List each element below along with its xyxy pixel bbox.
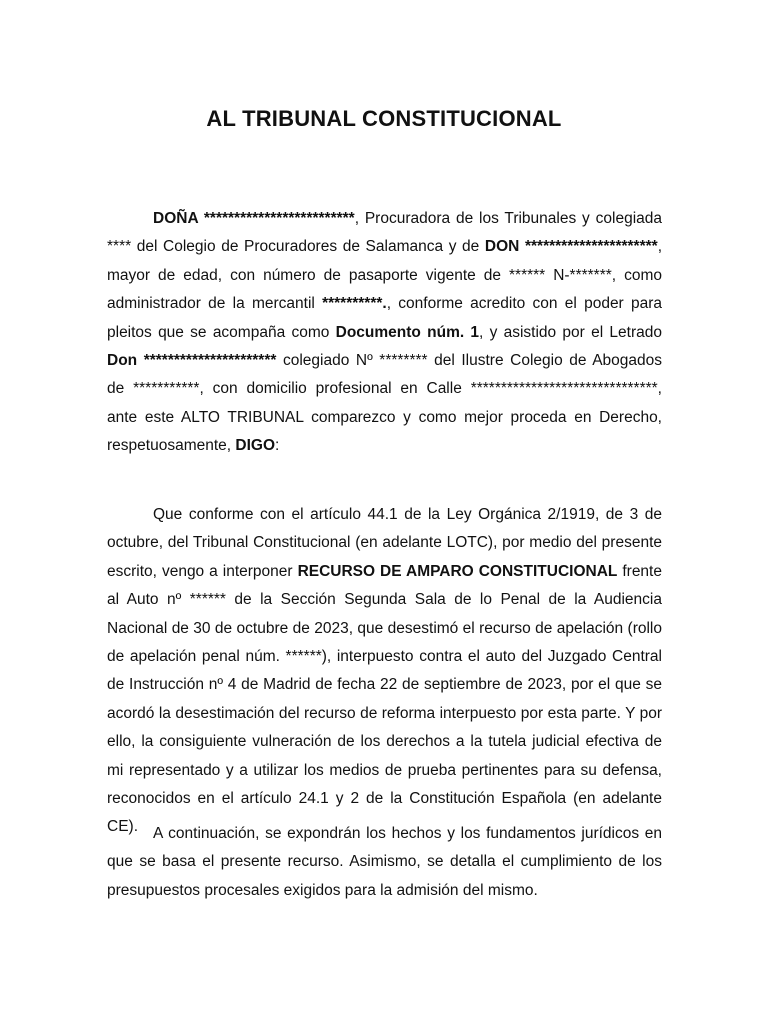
- text-segment: frente al Auto nº ****** de la Sección Segunda Sala de lo Penal de la Audiencia Nacional de 30 de octubre de 2023, que desestimó el recurso de apelación (rollo de apelación penal núm. ******), interpuesto contra el auto del Juzgado Central de Instrucción nº 4 de Madrid de fecha 22 de septiembre de 2023, por el que se acordó la desestimación del recurso de reforma interpuesto por esta parte. Y por ello, la consiguiente vulneración de los derechos a la tutela judicial efectiva de mi representado y a utilizar los medios de prueba pertinentes para su defensa, reconocidos en el artículo 24.1 y 2 de la Constitución Española (en adelante CE).: [107, 562, 662, 836]
- text-segment: , conforme acredito con el poder para pleitos que se acompaña como: [107, 295, 662, 341]
- text-segment: colegiado Nº ******** del Ilustre Colegio de Abogados de ***********, con domicilio profesional en Calle *******************************, ante este ALTO TRIBUNAL comparezco y como mejor proceda en Derecho, respetuosamente,: [107, 352, 663, 455]
- document-reference: Documento núm. 1: [335, 323, 480, 341]
- text-segment: , Procuradora de los Tribunales y colegiada **** del Colegio de Procuradores de Salamanca y de: [107, 210, 662, 256]
- text-segment: :: [275, 437, 280, 455]
- recurso-amparo-heading: RECURSO DE AMPARO CONSTITUCIONAL: [297, 562, 618, 580]
- text-segment: Que conforme con el artículo 44.1 de la Ley Orgánica 2/1919, de 3 de octubre, del Tribunal Constitucional (en adelante LOTC), por medio del presente escrito, vengo a interponer: [107, 506, 662, 580]
- paragraph-recurso: [107, 501, 662, 842]
- text-segment: A continuación, se expondrán los hechos y los fundamentos jurídicos en que se basa el presente recurso. Asimismo, se detalla el cumplimiento de los presupuestos procesales exigidos para la admisión del mismo.: [107, 825, 662, 899]
- company-name: **********.: [322, 295, 387, 313]
- paragraph-comparecencia: [107, 205, 662, 461]
- document-title: AL TRIBUNAL CONSTITUCIONAL: [206, 106, 562, 131]
- digo-keyword: DIGO: [235, 437, 276, 455]
- text-segment: , mayor de edad, con número de pasaporte vigente de ****** N-*******, como administrador de la mercantil: [107, 238, 662, 313]
- client-name: DON **********************: [484, 238, 658, 256]
- paragraph-continuacion: [107, 820, 662, 905]
- procuradora-name: DOÑA *************************: [153, 210, 355, 227]
- text-segment: , y asistido por el Letrado: [479, 323, 662, 341]
- letrado-name: Don **********************: [107, 352, 277, 370]
